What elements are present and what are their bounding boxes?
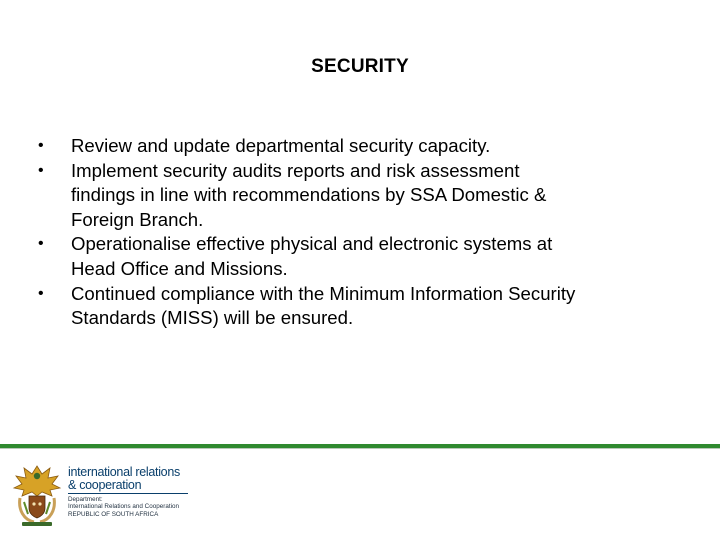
bullet-item: [38, 134, 678, 159]
org-name-block: [68, 466, 198, 518]
org-name-line2: & cooperation: [68, 479, 188, 494]
bullet-marker: •: [38, 137, 44, 154]
slide-title-container: [0, 56, 720, 78]
bullet-text: Implement security audits reports and risk assessment: [71, 159, 520, 181]
bullet-text: Foreign Branch.: [71, 208, 204, 230]
org-name-line1: international relations: [68, 465, 180, 479]
bullet-text: Standards (MISS) will be ensured.: [71, 307, 354, 329]
org-sub-line2: International Relations and Cooperation: [68, 503, 179, 511]
bullet-text: Head Office and Missions.: [71, 257, 288, 279]
bullet-text: Continued compliance with the Minimum Information Security: [71, 282, 576, 304]
org-sub-line3: REPUBLIC OF SOUTH AFRICA: [68, 510, 159, 518]
slide-title: SECURITY: [311, 56, 409, 77]
bullet-item: [38, 159, 678, 233]
department-logo: [12, 462, 198, 528]
bullet-text: Operationalise effective physical and electronic systems at: [71, 233, 553, 255]
bullet-item: [38, 232, 678, 281]
bullet-text: Review and update departmental security capacity.: [71, 135, 491, 156]
bullet-text: findings in line with recommendations by SSA Domestic &: [71, 184, 547, 206]
footer-divider-shadow: [0, 448, 720, 449]
bullet-item: [38, 282, 678, 331]
bullet-marker: •: [38, 235, 44, 253]
bullet-marker: •: [38, 161, 44, 179]
org-sub-line1: Department:: [68, 496, 103, 503]
bullet-marker: •: [38, 284, 44, 302]
coat-of-arms-icon: [12, 462, 62, 528]
bullet-list: [38, 134, 678, 331]
